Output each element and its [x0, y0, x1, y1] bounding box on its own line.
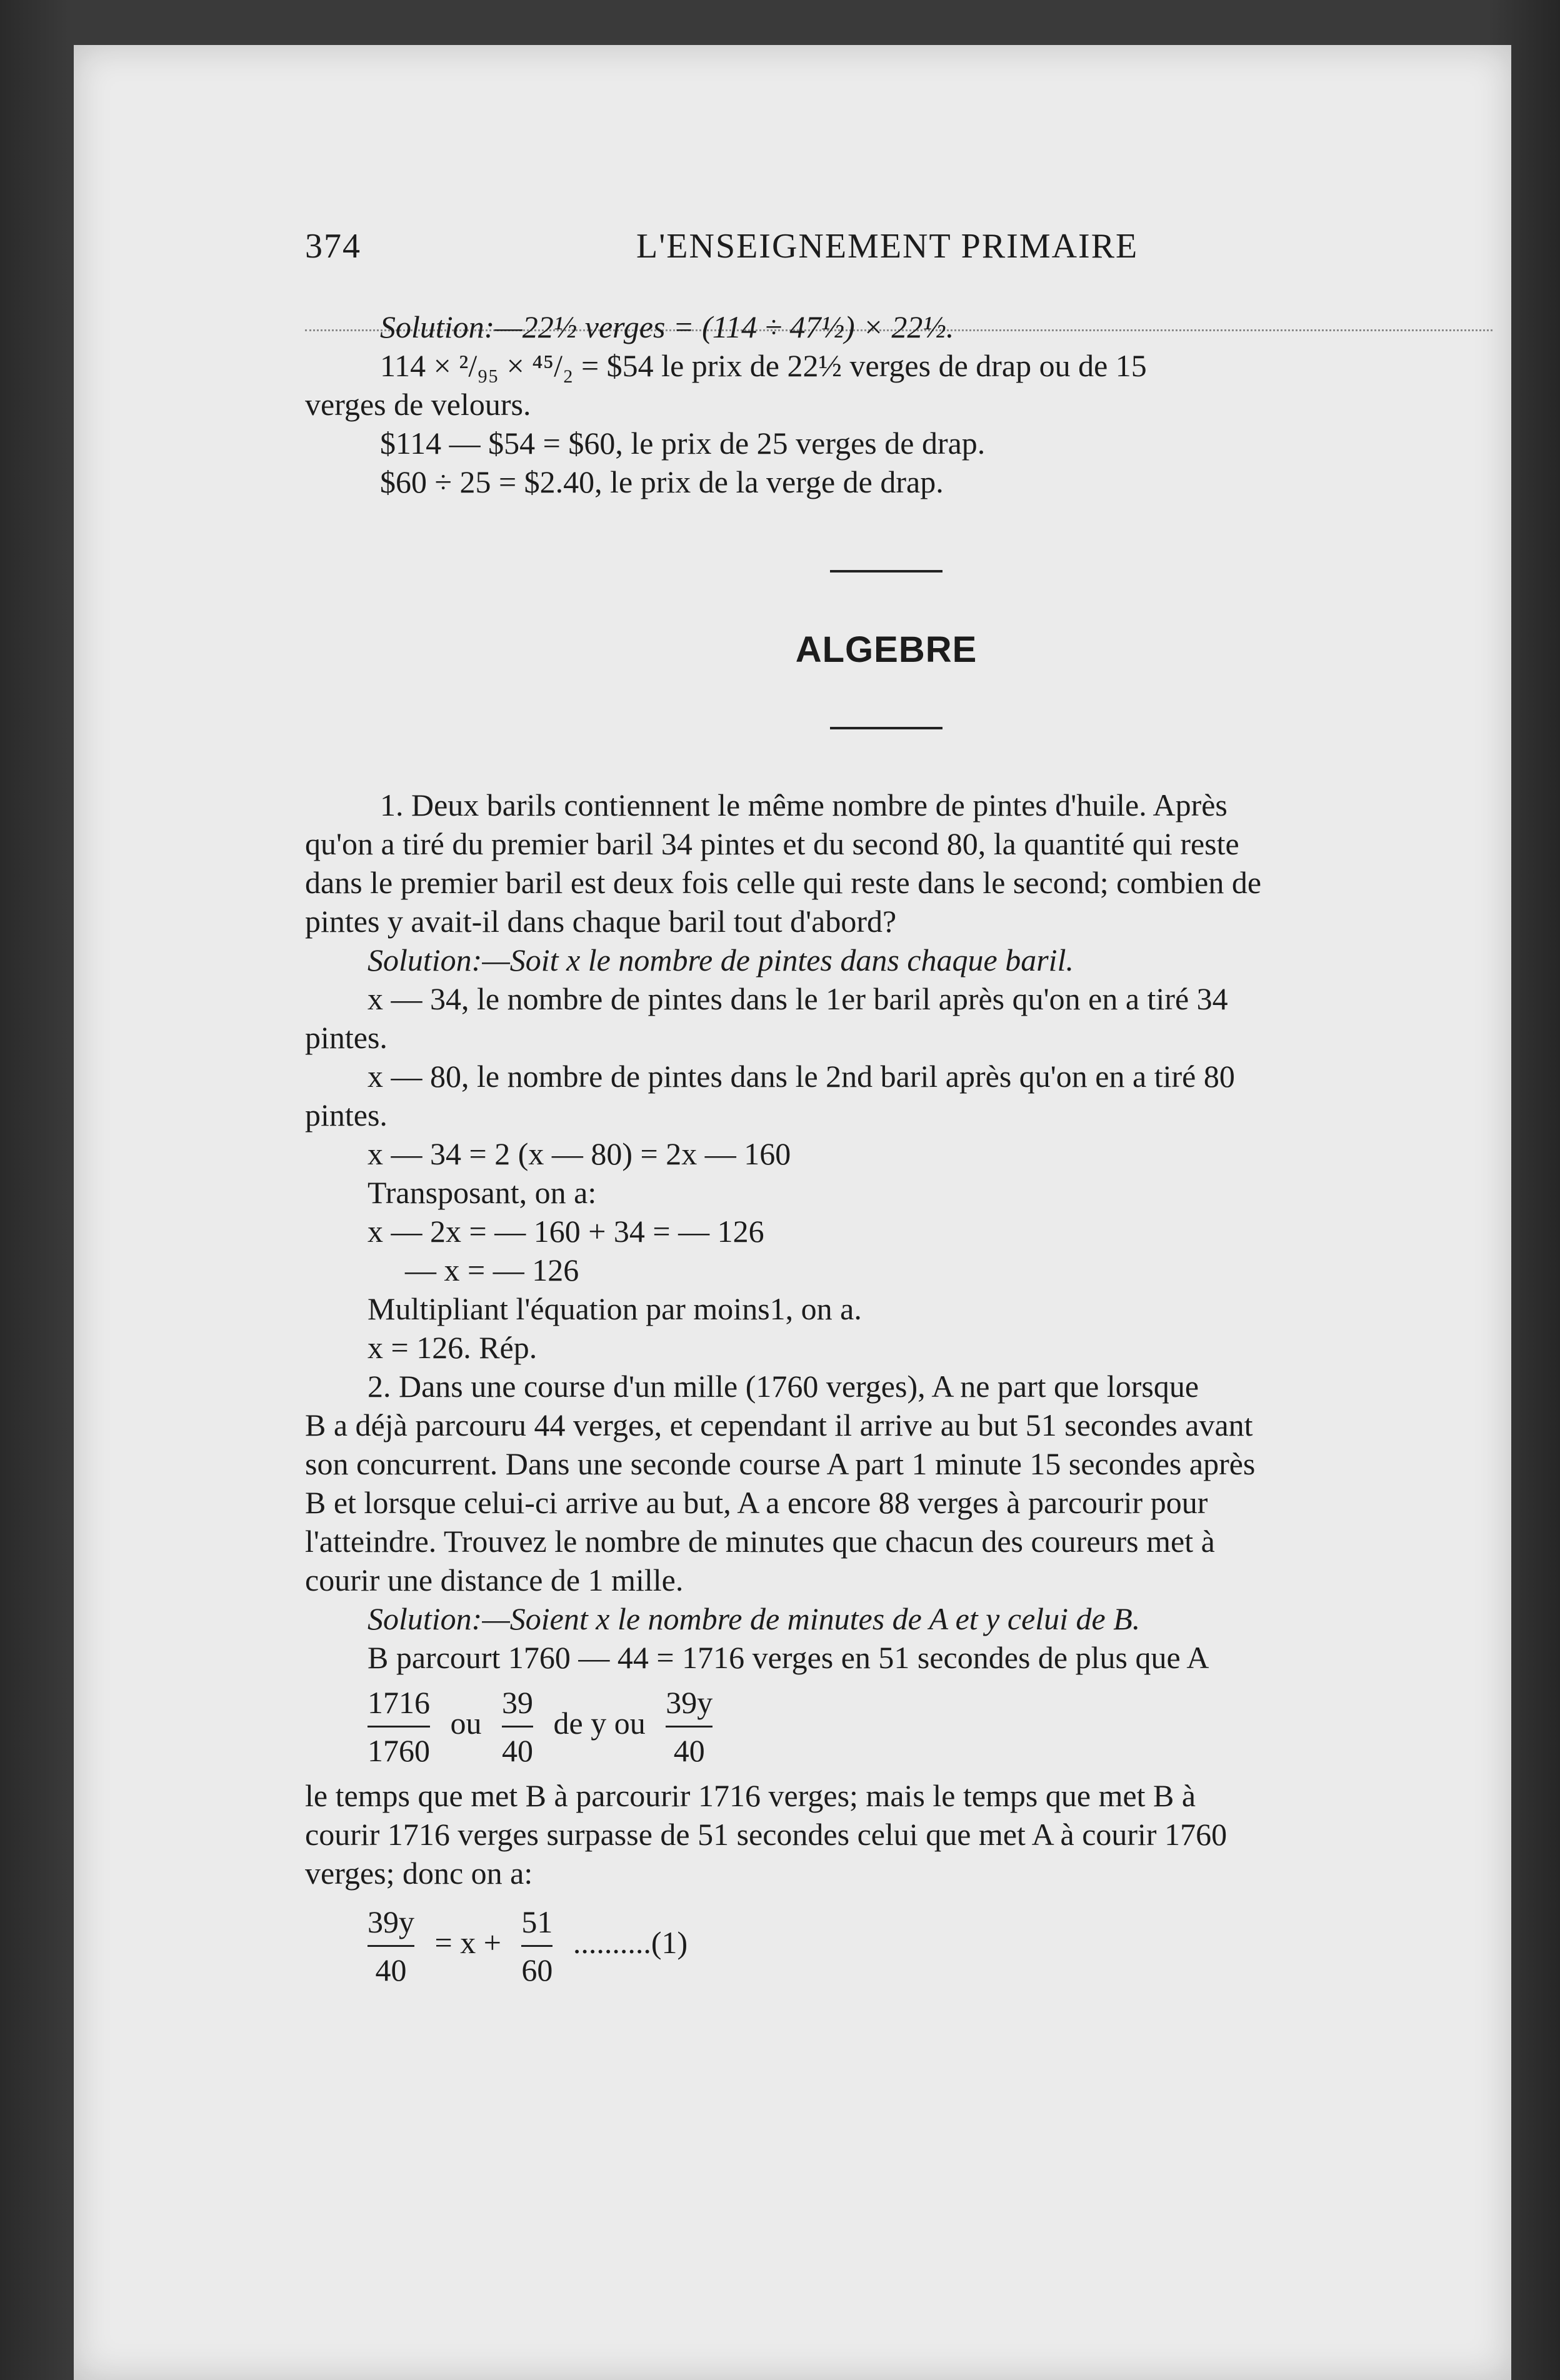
equation-number: ..........(1)	[572, 1924, 688, 1960]
solution-line: Transposant, on a:	[368, 1175, 597, 1210]
problem-2-line: son concurrent. Dans une seconde course A part 1 minute 15 secondes après	[305, 1446, 1256, 1481]
problem-1-line: qu'on a tiré du premier baril 34 pintes et du second 80, la quantité qui reste	[305, 826, 1239, 861]
problem-2	[305, 1367, 1468, 1989]
solution-line: Solution:—Soit x le nombre de pintes dans chaque baril.	[368, 942, 1074, 978]
fraction-bar	[368, 1945, 414, 1947]
arith-line: $114 — $54 = $60, le prix de 25 verges de drap.	[380, 426, 986, 461]
fraction-denominator: 60	[521, 1952, 553, 1988]
page-content	[305, 201, 1468, 1989]
solution-line: Multipliant l'équation par moins1, on a.	[368, 1291, 862, 1326]
solution-line: Solution:—Soient x le nombre de minutes de A et y celui de B.	[368, 1601, 1141, 1636]
problem-2-line: B et lorsque celui-ci arrive au but, A a encore 88 verges à parcourir pour	[305, 1485, 1208, 1520]
separator-rule	[830, 570, 942, 572]
book-page	[74, 45, 1511, 2380]
fraction	[502, 1683, 533, 1770]
arith-line: Solution:—22½ verges = (114 ÷ 47½) × 22½.	[380, 309, 954, 344]
fraction	[521, 1902, 552, 1989]
problem-2-line: courir une distance de 1 mille.	[305, 1562, 684, 1598]
solution-line: pintes.	[305, 1098, 388, 1132]
arith-line: 114 × ²/₉₅ × ⁴⁵/₂ = $54 le prix de 22½ verges de drap ou de 15	[380, 348, 1147, 383]
running-head	[305, 201, 1468, 270]
equation-line: x — 2x = — 160 + 34 = — 126	[368, 1214, 764, 1249]
equation-line: — x = — 126	[405, 1252, 579, 1288]
answer-line: x = 126. Rép.	[368, 1330, 538, 1365]
solution-line: courir 1716 verges surpasse de 51 secondes celui que met A à courir 1760	[305, 1817, 1228, 1852]
equation-1	[305, 1902, 1468, 1989]
fraction-word: ou	[450, 1705, 482, 1741]
problem-1-line: 1. Deux barils contiennent le même nombre de pintes d'huile. Après	[380, 788, 1228, 822]
fraction-bar	[502, 1726, 533, 1728]
solution-line: le temps que met B à parcourir 1716 verges; mais le temps que met B à	[305, 1778, 1196, 1813]
solution-line: B parcourt 1760 — 44 = 1716 verges en 51 secondes de plus que A	[368, 1640, 1209, 1675]
fraction-numerator: 39y	[666, 1685, 713, 1720]
fraction-denominator: 40	[375, 1952, 407, 1988]
fraction-numerator: 1716	[368, 1685, 430, 1720]
equation-middle: = x +	[434, 1924, 501, 1960]
arith-line: $60 ÷ 25 = $2.40, le prix de la verge de drap.	[380, 464, 944, 499]
problem-1	[305, 786, 1468, 1367]
fraction-bar	[368, 1726, 430, 1728]
running-title: L'ENSEIGNEMENT PRIMAIRE	[636, 227, 1139, 266]
problem-2-line: l'atteindre. Trouvez le nombre de minutes que chacun des coureurs met à	[305, 1524, 1215, 1559]
equation-line: x — 34 = 2 (x — 80) = 2x — 160	[368, 1136, 791, 1171]
fraction-numerator: 39	[502, 1685, 533, 1720]
fraction-numerator: 51	[521, 1904, 553, 1939]
fraction-denominator: 40	[673, 1733, 705, 1768]
fraction	[666, 1683, 712, 1770]
fraction-denominator: 1760	[368, 1733, 430, 1768]
solution-line: x — 34, le nombre de pintes dans le 1er baril après qu'on en a tiré 34	[368, 981, 1228, 1016]
solution-line: pintes.	[305, 1020, 388, 1055]
fraction	[368, 1902, 414, 1989]
fraction-bar	[666, 1726, 712, 1728]
fraction-denominator: 40	[502, 1733, 533, 1768]
problem-2-line: B a déjà parcouru 44 verges, et cependant il arrive au but 51 secondes avant	[305, 1408, 1253, 1442]
section-title: ALGEBRE	[795, 629, 978, 670]
fraction	[368, 1683, 430, 1770]
fraction-line	[305, 1683, 1468, 1770]
fraction-numerator: 39y	[368, 1904, 414, 1939]
fraction-bar	[521, 1945, 552, 1947]
fraction-word: de y ou	[553, 1705, 646, 1741]
solution-line: verges; donc on a:	[305, 1856, 533, 1891]
problem-1-line: dans le premier baril est deux fois celle qui reste dans le second; combien de	[305, 865, 1262, 900]
problem-1-line: pintes y avait-il dans chaque baril tout d'abord?	[305, 904, 897, 939]
page-number: 374	[305, 227, 361, 266]
problem-2-line: 2. Dans une course d'un mille (1760 verges), A ne part que lorsque	[368, 1369, 1199, 1404]
arith-line: verges de velours.	[305, 387, 531, 422]
arithmetic-solution	[305, 308, 1468, 501]
solution-line: x — 80, le nombre de pintes dans le 2nd baril après qu'on en a tiré 80	[368, 1059, 1235, 1094]
